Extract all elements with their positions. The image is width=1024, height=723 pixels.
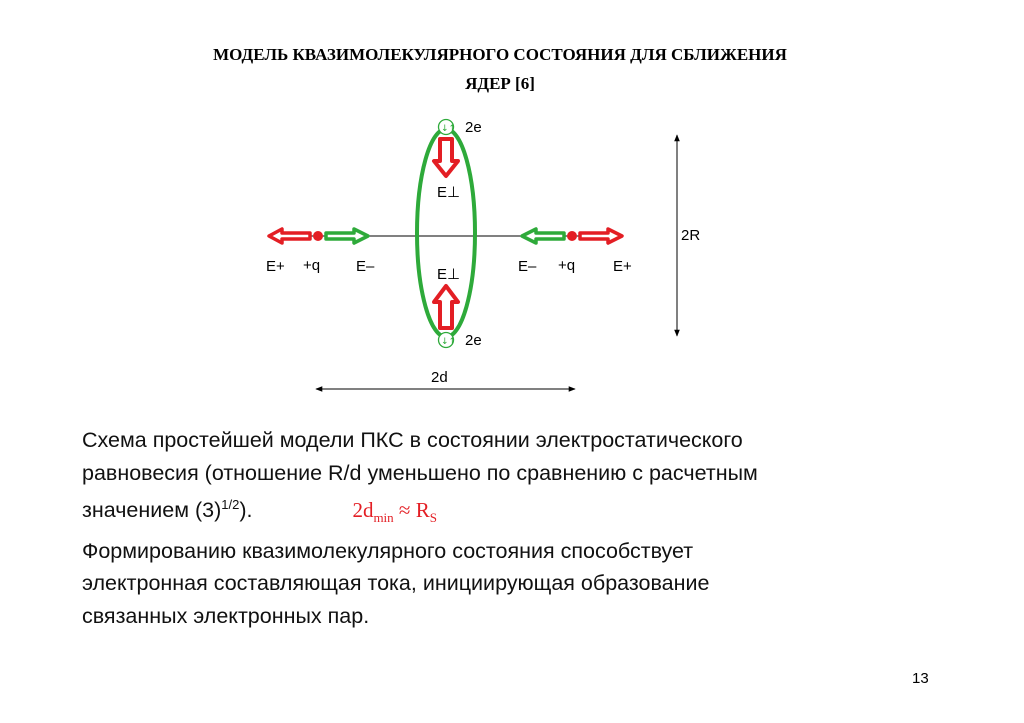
formula-sub-s: S: [429, 510, 437, 526]
desc-line-3: [82, 489, 962, 535]
field-label-bottom: E⊥: [437, 266, 461, 283]
page-number: 13: [912, 670, 929, 687]
svg-text:↓↑: ↓↑: [441, 337, 457, 347]
right-red-arrow: [580, 229, 622, 243]
desc-line-1: Схема простейшей модели ПКС в состоянии электростатического: [82, 428, 743, 452]
formula-2d: 2d: [352, 498, 374, 523]
field-arrow-bottom: [434, 286, 458, 328]
svg-text:↓↑: ↓↑: [441, 124, 457, 134]
left-charge-label: +q: [303, 257, 321, 274]
right-e-minus-label: E–: [518, 258, 537, 275]
desc-line-3-end: ).: [239, 498, 253, 523]
description-text: [82, 424, 962, 632]
desc-line-6: связанных электронных пар.: [82, 603, 370, 628]
right-green-arrow: [522, 229, 564, 243]
right-charge-label: +q: [558, 257, 576, 274]
desc-line-4: Формированию квазимолекулярного состояния способствует: [82, 538, 694, 563]
field-arrow-top: [434, 139, 458, 176]
formula: [352, 498, 437, 526]
formula-sub-min: min: [373, 510, 394, 526]
left-green-arrow: [326, 229, 368, 243]
right-e-plus-label: E+: [613, 258, 632, 275]
left-e-plus-label: E+: [266, 258, 285, 275]
desc-line-2: равновесия (отношение R/d уменьшено по сравнению с расчетным: [82, 460, 758, 485]
title-line-2: ЯДЕР [6]: [465, 74, 535, 93]
dim-2d-label: 2d: [431, 369, 448, 386]
title-line-1: МОДЕЛЬ КВАЗИМОЛЕКУЛЯРНОГО СОСТОЯНИЯ ДЛЯ СБЛИЖЕНИЯ: [213, 45, 787, 64]
right-charge-dot: [567, 231, 577, 241]
left-red-arrow: [269, 229, 310, 243]
left-charge-dot: [313, 231, 323, 241]
field-label-top: E⊥: [437, 184, 461, 201]
electron-pair-top: [439, 120, 457, 135]
formula-approx: ≈ R: [393, 498, 430, 523]
left-e-minus-label: E–: [356, 258, 375, 275]
electron-label-bottom: 2e: [465, 332, 482, 349]
dim-2r-label: 2R: [681, 227, 701, 244]
desc-line-3-text: значением (3): [82, 498, 222, 523]
electron-label-top: 2e: [465, 119, 482, 136]
exponent: 1/2: [221, 497, 240, 512]
desc-line-5: электронная составляющая тока, инициирующая образование: [82, 571, 710, 596]
